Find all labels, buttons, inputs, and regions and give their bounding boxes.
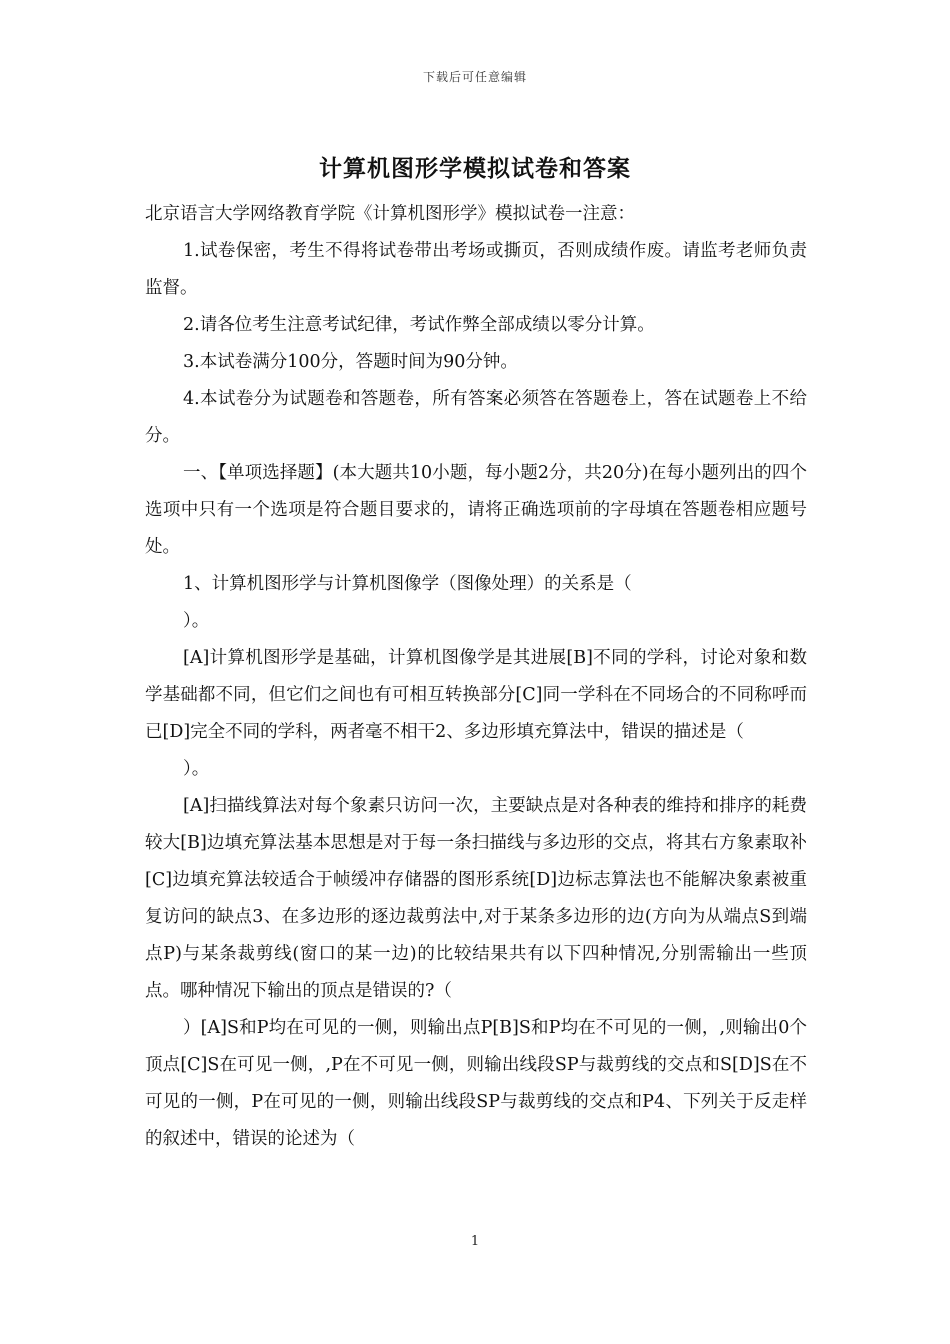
paragraph-rule-2: 2.请各位考生注意考试纪律，考试作弊全部成绩以零分计算。: [183, 315, 655, 335]
paragraph-section-heading: 一、【单项选择题】(本大题共10小题，每小题2分，共20分)在每小题列出的四个选项中只有一个选项是符合题目要求的，请将正确选项前的字母填在答题卷相应题号处。: [145, 463, 807, 557]
paragraph-question-2-blank: ）。: [183, 759, 210, 779]
paragraph-question-2-options: [A]扫描线算法对每个象素只访问一次，主要缺点是对各种表的维持和排序的耗费较大[B]边填充算法基本思想是对于每一条扫描线与多边形的交点，将其右方象素取补[C]边填充算法较适合于帧缓冲存储器的图形系统[D]边标志算法也不能解决象素被重复访问的缺点3、在多边形的逐边裁剪法中,对于某条多边形的边(方向为从端点S到端点P)与某条裁剪线(窗口的某一边)的比较结果共有以下四种情况,分别需输出一些顶点。哪种情况下输出的顶点是错误的?（: [145, 796, 807, 1001]
paragraph-rule-4: 4.本试卷分为试题卷和答题卷，所有答案必须答在答题卷上，答在试题卷上不给分。: [145, 389, 807, 446]
document-body: [145, 196, 807, 1158]
paragraph-rule-1: 1.试卷保密，考生不得将试卷带出考场或撕页，否则成绩作废。请监考老师负责监督。: [145, 241, 807, 298]
page-header: 下载后可任意编辑: [422, 70, 527, 84]
paragraph-rule-3: 3.本试卷满分100分，答题时间为90分钟。: [183, 352, 518, 372]
paragraph-question-3-options: ）[A]S和P均在可见的一侧，则输出点P[B]S和P均在不可见的一侧，,则输出0个顶点[C]S在可见一侧，,P在不可见一侧，则输出线段SP与裁剪线的交点和S[D]S在不可见的一侧，P在可见的一侧，则输出线段SP与裁剪线的交点和P4、下列关于反走样的叙述中，错误的论述为（: [145, 1018, 807, 1149]
paragraph-question-1: 1、计算机图形学与计算机图像学（图像处理）的关系是（: [183, 574, 632, 594]
paragraph-question-1-blank: ）。: [183, 611, 210, 631]
paragraph-question-1-options: [A]计算机图形学是基础，计算机图像学是其进展[B]不同的学科，讨论对象和数学基础都不同，但它们之间也有可相互转换部分[C]同一学科在不同场合的不同称呼而已[D]完全不同的学科，两者毫不相干2、多边形填充算法中，错误的描述是（: [145, 648, 807, 742]
document-title: 计算机图形学模拟试卷和答案: [319, 155, 631, 182]
paragraph-intro: 北京语言大学网络教育学院《计算机图形学》模拟试卷一注意：: [145, 204, 635, 224]
page-number: 1: [470, 1234, 480, 1249]
